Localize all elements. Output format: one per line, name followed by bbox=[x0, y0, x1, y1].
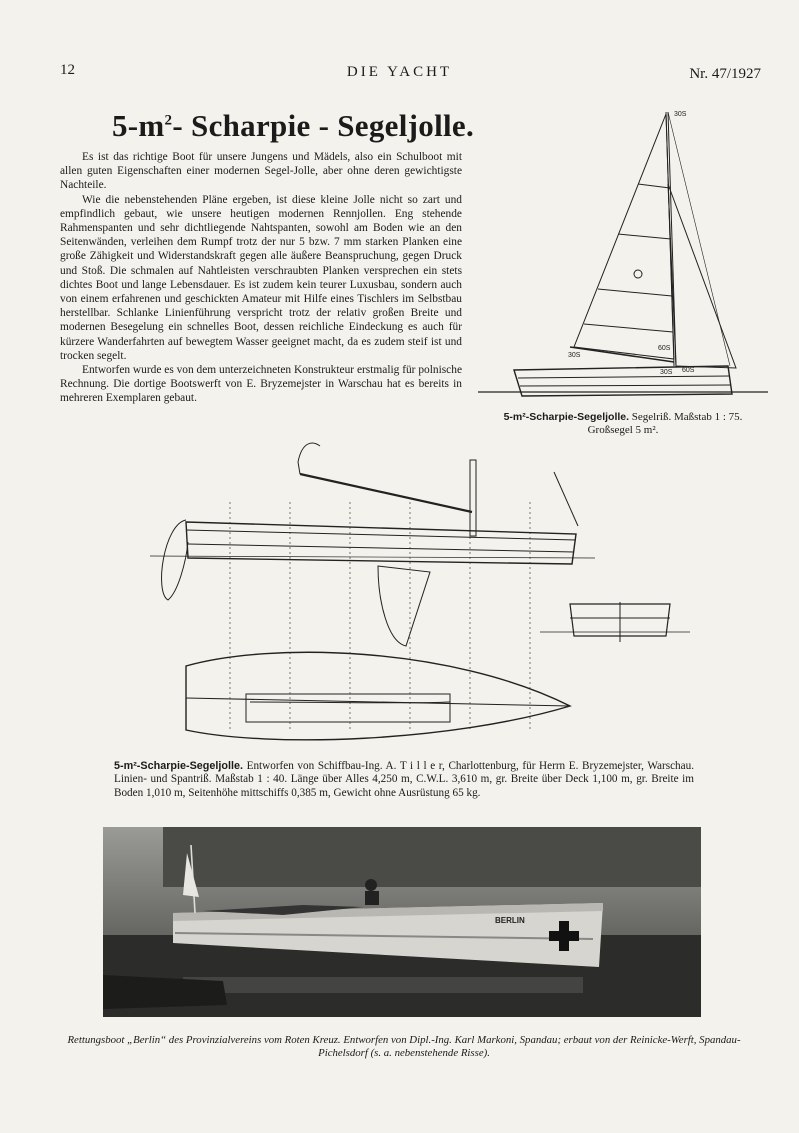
article-title: $5-m^2-$ Scharpie - Segeljolle. bbox=[112, 108, 474, 143]
page-number: 12 bbox=[60, 62, 75, 78]
sail-plan-drawing bbox=[478, 104, 768, 404]
journal-title: DIE YACHT bbox=[346, 64, 453, 80]
boat-name: BERLIN bbox=[495, 916, 525, 925]
paragraph-2: Wie die nebenstehenden Pläne ergeben, ist diese kleine Jolle nicht so zart und empfindlich gebaut, wie unsere heutigen modernen Rennjollen. Eng stehende Rahmenspanten und sehr dichtliegende Nahtspanten, sowohl am Boden wie an den Seitenwänden, verleihen dem Rumpf trotz der nur 5 bzw. 7 mm starken Planken eine große Zähigkeit und Widerstandskraft gegen alle äußere Beanspruchung, gegen Druck und Stoß. Die schmalen auf Nahtleisten verschraubten Planken versprechen ein stets dichtes Boot und lange Lebensdauer. Es ist zudem kein teurer Luxusbau, sondern auch von einem erfahrenen und geschickten Amateur mit Hilfe eines Tischlers im Selbstbau herstellbar. Schlanke Linienführung verspricht trotz der relativ großen Breite und modernen Besegelung ein schnelles Boot, dessen reichliche Eindeckung es auch für kürzere Wanderfahrten auf bewegtem Wasser geeignet macht, da es zudem steif ist und trocken segelt. bbox=[60, 193, 462, 362]
mast-top-label: 30S bbox=[674, 111, 687, 118]
issue-number: Nr. 47/1927 bbox=[689, 66, 761, 82]
lines-plan-drawing bbox=[150, 432, 700, 752]
tack-label: 30S bbox=[568, 352, 581, 359]
article-body bbox=[60, 150, 462, 406]
rescue-boat-photo bbox=[103, 827, 701, 1017]
paragraph-3: Entworfen wurde es von dem unterzeichneten Konstrukteur erstmalig für polnische Rechnung. Die dortige Bootswerft von E. Bryzemejster in Warschau hat es bereits in mehreren Exemplaren gebaut. bbox=[60, 364, 462, 405]
photo-caption: Rettungsboot „Berlin“ des Provinzialvereins vom Roten Kreuz. Entworfen von Dipl.-Ing. Karl Markoni, Spandau; erbaut von der Reinicke-Werft, Spandau-Pichelsdorf (s. a. nebenstehende Risse). bbox=[67, 1034, 741, 1059]
sail-plan-caption: 5-m²-Scharpie-Segeljolle. Segelriß. Maßstab 1 : 75. Großsegel 5 m². bbox=[503, 411, 743, 436]
lines-plan-caption: 5-m²-Scharpie-Segeljolle. Entworfen von Schiffbau-Ing. A. T i l l e r, Charlottenburg, für Herrn E. Bryzemejster, Warschau. Linien- und Spantriß. Maßstab 1 : 40. Länge über Alles 4,250 m, C.W.L. 3,610 m, gr. Breite über Deck 1,100 m, gr. Breite im Boden 1,010 m, Seitenhöhe mittschiffs 0,385 m, Gewicht ohne Ausrüstung 65 kg. bbox=[114, 760, 694, 799]
jib-clew-label: 60S bbox=[682, 367, 695, 374]
jib-tack-label: 60S bbox=[658, 345, 671, 352]
clew-label: 30S bbox=[660, 369, 673, 376]
paragraph-1: Es ist das richtige Boot für unsere Jungens und Mädels, also ein Schulboot mit allen guten Eigenschaften einer modernen Segel-Jolle, aber ohne deren gewichtigste Nachteile. bbox=[60, 151, 462, 192]
